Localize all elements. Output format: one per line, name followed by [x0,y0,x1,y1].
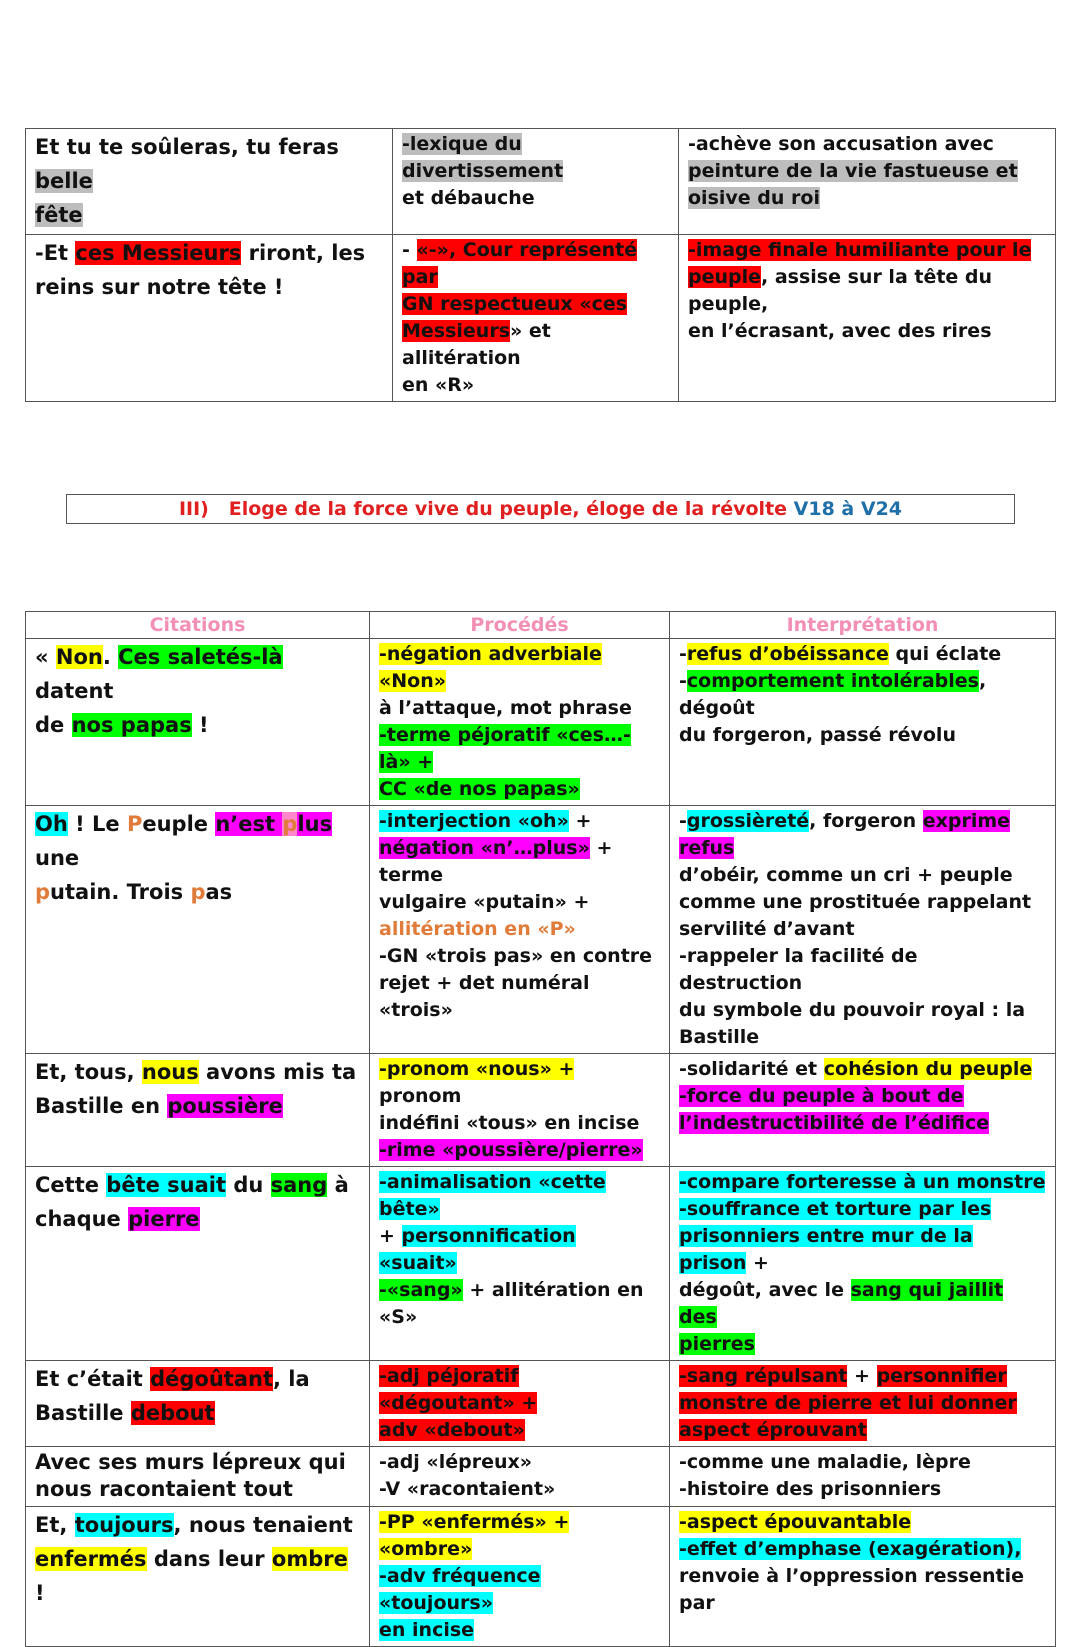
table-row [26,129,1056,235]
interpretation-cell: -image finale humiliante pour le peuple, assise sur la tête du peuple, en l’écrasant, avec des rires [679,235,1056,402]
interpretation-cell: -refus d’obéissance qui éclate -comportement intolérables, dégoût du forgeron, passé révolu [670,639,1056,806]
header-row [26,612,1056,639]
citation-cell: Et, tous, nous avons mis ta Bastille en poussière [26,1054,370,1167]
interpretation-cell: -grossièreté, forgeron exprime refus d’obéir, comme un cri + peuple comme une prostituée rappelant servilité d’avant -rappeler la facilité de destruction du symbole du pouvoir royal : la Bastille [670,806,1056,1054]
interpretation-cell: -sang répulsant + personnifier monstre de pierre et lui donner aspect éprouvant [670,1361,1056,1447]
analysis-table [25,611,1056,1647]
citation-cell: Et c’était dégoûtant, la Bastille debout [26,1361,370,1447]
citation-cell: -Et ces Messieurs riront, les reins sur notre tête ! [26,235,393,402]
header-procedes: Procédés [370,612,670,639]
table-row [26,1167,1056,1361]
procede-cell: -adj péjoratif «dégoutant» + adv «debout» [370,1361,670,1447]
table-row [26,639,1056,806]
continuation-table [25,128,1056,402]
table-row [26,235,1056,402]
interpretation-cell: -compare forteresse à un monstre -souffrance et torture par les prisonniers entre mur de la prison + dégoût, avec le sang qui jaillit des pierres [670,1167,1056,1361]
procede-cell: -interjection «oh» + négation «n’…plus» + terme vulgaire «putain» + allitération en «P» -GN «trois pas» en contre rejet + det numéral «trois» [370,806,670,1054]
citation-cell: Cette bête suait du sang à chaque pierre [26,1167,370,1361]
table-row [26,1361,1056,1447]
procede-cell: -lexique du divertissement et débauche [393,129,679,235]
table-row [26,1507,1056,1647]
procede-cell: -adj «lépreux» -V «racontaient» [370,1447,670,1507]
procede-cell: -PP «enfermés» + «ombre» -adv fréquence «toujours» en incise [370,1507,670,1647]
table-row [26,1054,1056,1167]
table-row [26,1447,1056,1507]
interpretation-cell: -achève son accusation avec peinture de la vie fastueuse et oisive du roi [679,129,1056,235]
citation-cell: Oh ! Le Peuple n’est plus une putain. Trois pas [26,806,370,1054]
citation-cell: Et, toujours, nous tenaient enfermés dans leur ombre ! [26,1507,370,1647]
procede-cell: -animalisation «cette bête» + personnification «suait» -«sang» + allitération en «S» [370,1167,670,1361]
table-row [26,806,1056,1054]
section-title: III) Eloge de la force vive du peuple, éloge de la révolte V18 à V24 [66,494,1015,524]
procede-cell: - «-», Cour représenté par GN respectueux «ces Messieurs» et allitération en «R» [393,235,679,402]
interpretation-cell: -solidarité et cohésion du peuple -force du peuple à bout de l’indestructibilité de l’édifice [670,1054,1056,1167]
citation-cell: Et tu te soûleras, tu feras belle fête [26,129,393,235]
header-interpretation: Interprétation [670,612,1056,639]
citation-cell: « Non. Ces saletés-là datent de nos papas ! [26,639,370,806]
procede-cell: -négation adverbiale «Non» à l’attaque, mot phrase -terme péjoratif «ces…-là» + CC «de nos papas» [370,639,670,806]
interpretation-cell: -comme une maladie, lèpre -histoire des prisonniers [670,1447,1056,1507]
procede-cell: -pronom «nous» + pronom indéfini «tous» en incise -rime «poussière/pierre» [370,1054,670,1167]
header-citations: Citations [26,612,370,639]
interpretation-cell: -aspect épouvantable -effet d’emphase (exagération), renvoie à l’oppression ressentie par [670,1507,1056,1647]
citation-cell: Avec ses murs lépreux qui nous racontaient tout [26,1447,370,1507]
